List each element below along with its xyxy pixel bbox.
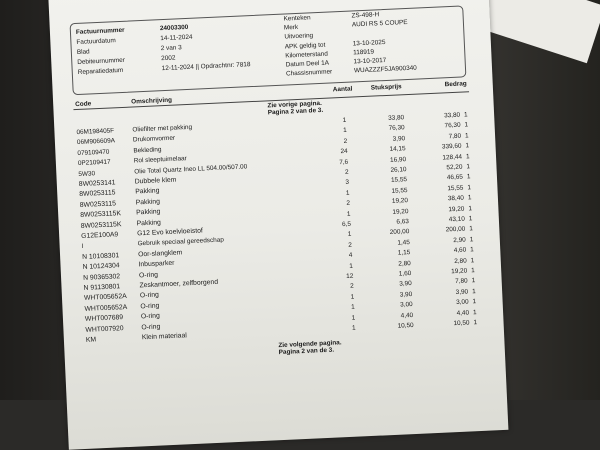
row-unit: 3,00 — [400, 301, 413, 309]
row-unit: 14,15 — [389, 145, 406, 154]
header-value: ZS-498-H — [351, 11, 380, 20]
row-desc: Rol sleeptuimelaar — [133, 155, 187, 165]
row-code: N 90365302 — [82, 272, 121, 282]
row-amount: 76,30 — [444, 122, 461, 130]
row-qty: 1 — [349, 262, 353, 270]
row-qty: 7,6 — [339, 158, 349, 166]
header-label: Kenteken — [283, 14, 311, 23]
row-qty: 1 — [351, 303, 355, 311]
row-desc: O-ring — [141, 323, 161, 331]
row-amount: 128,44 — [442, 153, 463, 162]
row-vat-code: 1 — [471, 277, 476, 285]
header-label: Kilometerstand — [285, 50, 328, 60]
row-desc: Klein materiaal — [141, 332, 187, 342]
row-unit: 3,90 — [392, 134, 406, 143]
row-vat-code: 1 — [468, 204, 473, 212]
invoice-content — [48, 0, 509, 450]
row-vat-code: 1 — [466, 163, 471, 171]
header-value: 13-10-2017 — [353, 56, 387, 66]
row-desc: Pakking — [135, 187, 160, 196]
row-code: 079109470 — [77, 148, 110, 157]
row-desc: Drukomvormer — [132, 134, 176, 144]
row-unit: 26,10 — [390, 166, 407, 174]
row-amount: 4,40 — [456, 309, 470, 317]
row-code: WHT005652A — [83, 293, 127, 303]
row-qty: 2 — [343, 137, 348, 145]
row-code: WHT007920 — [85, 324, 124, 334]
row-desc: Inbusparker — [138, 259, 175, 269]
row-desc: O-ring — [138, 271, 159, 279]
row-desc: Oor-slangklem — [137, 249, 183, 259]
header-label: Factuurnummer — [75, 26, 125, 36]
row-vat-code: 1 — [467, 184, 472, 192]
row-qty: 1 — [351, 324, 356, 332]
row-desc: O-ring — [140, 302, 160, 311]
row-unit: 1,60 — [398, 270, 412, 278]
row-unit: 19,20 — [391, 197, 409, 206]
col-unit: Stuksprijs — [370, 83, 402, 92]
row-code: I — [81, 243, 84, 251]
header-value: 2 van 3 — [160, 44, 182, 53]
row-code: 06M906609A — [76, 137, 116, 147]
prev-note-2: Pagina 2 van de 3. — [267, 106, 324, 117]
header-label: Chassisnummer — [285, 68, 333, 78]
header-value: 14-11-2024 — [160, 33, 193, 43]
row-unit: 2,80 — [398, 259, 411, 268]
row-amount: 2,90 — [453, 236, 466, 244]
row-desc: G12 Evo koelvloeistof — [137, 227, 204, 238]
row-code: G12E100A9 — [81, 231, 119, 240]
row-amount: 46,65 — [446, 173, 464, 182]
header-label: Datum Deel 1A — [285, 59, 330, 69]
row-amount: 10,50 — [453, 319, 470, 328]
row-vat-code: 1 — [465, 152, 470, 161]
header-label: Debiteurnummer — [77, 56, 126, 66]
row-amount: 7,80 — [448, 132, 462, 140]
header-value: 12-11-2024 || Opdrachtnr: 7818 — [161, 61, 251, 73]
row-vat-code: 1 — [472, 298, 477, 306]
row-vat-code: 1 — [463, 111, 468, 119]
header-value: 2002 — [161, 54, 176, 63]
row-qty: 2 — [350, 283, 354, 291]
header-label: Blad — [76, 48, 90, 56]
row-vat-code: 1 — [464, 121, 469, 129]
row-desc: Bekleding — [133, 146, 162, 155]
row-code: 06M198405F — [76, 127, 115, 137]
row-unit: 10,50 — [397, 321, 414, 330]
row-desc: Dubbele klem — [134, 176, 177, 186]
row-qty: 1 — [351, 314, 356, 322]
row-unit: 200,00 — [389, 228, 410, 237]
row-desc: Oliefilter met pakking — [132, 123, 193, 134]
row-unit: 76,30 — [388, 124, 405, 133]
row-unit: 1,45 — [397, 238, 410, 247]
row-amount: 19,20 — [448, 205, 465, 213]
row-code: N 91130801 — [83, 283, 121, 292]
row-vat-code: 1 — [469, 235, 474, 244]
row-code: 8W0253115K — [80, 210, 122, 220]
row-desc: Pakking — [136, 218, 162, 228]
row-unit: 19,20 — [392, 207, 409, 216]
row-amount: 19,20 — [451, 267, 468, 276]
col-amount: Bedrag — [444, 80, 467, 89]
row-unit: 16,90 — [389, 155, 407, 164]
row-vat-code: 1 — [468, 215, 473, 223]
row-amount: 43,10 — [448, 215, 465, 224]
next-note-2: Pagina 2 van de 3. — [278, 347, 335, 357]
row-qty: 1 — [346, 210, 351, 218]
row-qty: 1 — [342, 116, 347, 124]
row-amount: 7,80 — [455, 277, 468, 286]
row-desc: Pakking — [135, 198, 161, 207]
row-unit: 3,90 — [399, 290, 413, 299]
row-code: KM — [85, 336, 97, 344]
row-vat-code: 1 — [466, 173, 471, 181]
row-qty: 1 — [342, 127, 347, 135]
row-amount: 33,80 — [443, 111, 461, 120]
row-amount: 52,20 — [446, 163, 463, 172]
row-code: 8W0253115K — [80, 220, 122, 230]
row-unit: 3,90 — [399, 280, 412, 288]
row-code: 8W0253141 — [78, 179, 116, 189]
row-desc: Pakking — [136, 208, 161, 217]
row-qty: 2 — [344, 168, 349, 176]
row-desc: Zeskantmoer, zelfborgend — [139, 278, 219, 290]
row-vat-code: 1 — [471, 267, 475, 275]
header-value: 118919 — [353, 48, 375, 57]
header-value: AUDI RS 5 COUPE — [351, 19, 408, 29]
row-code: 8W0253115 — [79, 189, 116, 199]
row-desc: O-ring — [139, 291, 160, 300]
row-amount: 3,00 — [456, 298, 469, 307]
col-qty: Aantal — [332, 85, 353, 94]
row-qty: 2 — [346, 199, 351, 208]
row-unit: 1,15 — [397, 249, 411, 257]
row-qty: 6,5 — [341, 220, 352, 229]
row-qty: 1 — [350, 293, 355, 301]
row-vat-code: 1 — [472, 308, 477, 316]
row-code: 8W0253115 — [79, 200, 117, 209]
header-label: Uitvoering — [284, 32, 314, 41]
row-unit: 6,63 — [396, 218, 410, 226]
row-code: 0P2109417 — [77, 158, 111, 168]
row-code: 5W30 — [78, 169, 96, 178]
row-amount: 339,60 — [441, 142, 462, 151]
row-amount: 15,55 — [447, 184, 464, 193]
row-code: N 10108301 — [82, 252, 120, 261]
invoice-paper — [48, 0, 509, 450]
row-desc: Olie Total Quartz Ineo LL 504.00/507.00 — [134, 162, 248, 176]
row-vat-code: 1 — [470, 256, 475, 264]
header-label: Factuurdatum — [76, 37, 116, 46]
row-code: WHT007689 — [84, 314, 124, 324]
header-value: WUAZZZF5JA900340 — [353, 64, 417, 75]
row-vat-code: 1 — [467, 194, 472, 202]
header-value: 24003300 — [159, 23, 189, 33]
row-qty: 1 — [345, 189, 350, 197]
row-unit: 15,55 — [390, 176, 408, 185]
row-unit: 4,40 — [400, 311, 414, 320]
row-vat-code: 1 — [464, 132, 469, 140]
row-qty: 24 — [340, 147, 348, 156]
header-label: APK geldig tot — [284, 41, 326, 51]
col-code: Code — [75, 100, 92, 109]
row-amount: 3,90 — [455, 288, 469, 296]
header-label: Reparatiedatum — [77, 66, 124, 76]
row-qty: 3 — [345, 179, 350, 187]
row-qty: 1 — [347, 231, 352, 239]
row-desc: Gebruik speciaal gereedschap — [137, 236, 225, 248]
header-value: 13-10-2025 — [352, 38, 386, 48]
row-amount: 38,40 — [447, 194, 465, 203]
row-unit: 15,55 — [391, 186, 408, 195]
row-amount: 200,00 — [445, 225, 466, 234]
header-label: Merk — [283, 24, 299, 32]
row-vat-code: 1 — [465, 142, 470, 150]
row-qty: 12 — [346, 272, 354, 280]
next-note-1: Zie volgende pagina. — [278, 339, 342, 350]
prev-note-1: Zie vorige pagina. — [267, 99, 322, 110]
col-desc: Omschrijving — [131, 96, 173, 106]
row-vat-code: 1 — [473, 319, 478, 327]
row-code: WHT005652A — [84, 303, 128, 313]
row-qty: 2 — [348, 241, 353, 249]
row-amount: 2,80 — [454, 257, 467, 265]
row-vat-code: 1 — [470, 246, 474, 254]
row-vat-code: 1 — [469, 225, 474, 233]
row-code: N 10124304 — [82, 262, 120, 272]
row-unit: 33,80 — [388, 114, 405, 122]
row-vat-code: 1 — [471, 287, 476, 296]
row-qty: 4 — [348, 251, 353, 260]
row-amount: 4,60 — [453, 246, 467, 255]
row-desc: O-ring — [140, 312, 160, 321]
